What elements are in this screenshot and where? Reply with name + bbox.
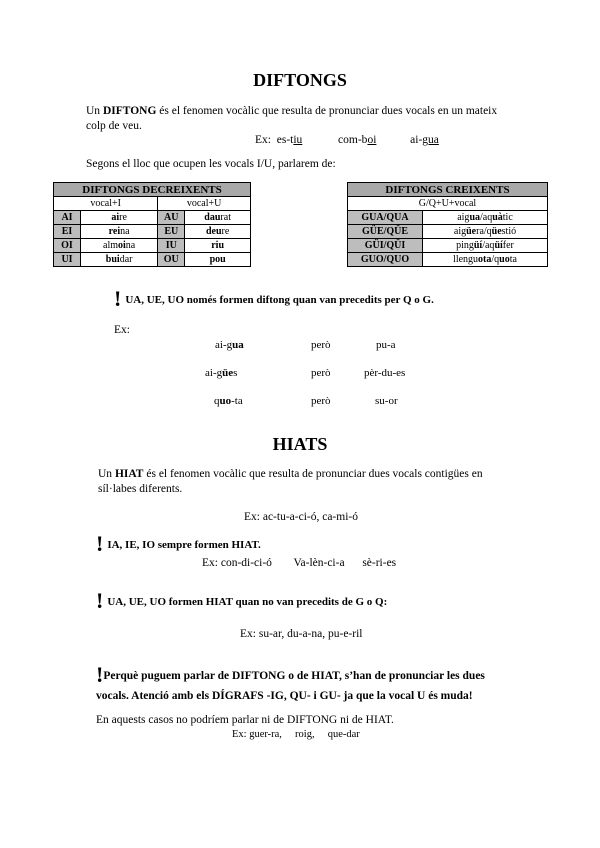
example-word: però <box>311 395 331 407</box>
exclamation-icon: ! <box>96 588 104 613</box>
table-header: DIFTONGS DECREIXENTS <box>54 183 251 197</box>
diftong-definition: Un DIFTONG és el fenomen vocàlic que resulta de pronunciar dues vocals en un mateix colp de veu. <box>86 105 498 132</box>
page-title-diftongs: DIFTONGS <box>253 70 347 90</box>
table-row: OI almoina IU riu <box>54 239 251 253</box>
example-word: su-or <box>375 395 398 407</box>
table-diftongs-decreixents: DIFTONGS DECREIXENTS vocal+I vocal+U AI aire AU daurat EI reina EU deure OI almoina IU riu UI buidar OU pou <box>53 182 251 267</box>
hiat-examples: Ex: ac-tu-a-ci-ó, ca-mi-ó <box>244 511 358 523</box>
table-row: EI reina EU deure <box>54 225 251 239</box>
exclamation-icon: ! <box>96 531 104 556</box>
table-row: GUA/QUA aigua/aquàtic <box>348 211 548 225</box>
notice2-examples: Ex: con-di-ci-ó Va-lèn-ci-a sè-ri-es <box>202 557 397 569</box>
example-word: però <box>311 367 331 379</box>
notice-ua-ue-uo-diftong: ! UA, UE, UO només formen diftong quan van precedits per Q o G. <box>114 286 434 311</box>
table-header: DIFTONGS CREIXENTS <box>348 183 548 197</box>
table-row: GÜE/QÜE aigüera/qüestió <box>348 225 548 239</box>
exclamation-icon: ! <box>114 286 122 311</box>
final-text: En aquests casos no podríem parlar ni de DIFTONG ni de HIAT. <box>96 714 394 726</box>
exclamation-icon: ! <box>96 662 104 687</box>
example-word: pèr-du-es <box>364 367 406 379</box>
example-word: però <box>311 339 331 351</box>
notice-digrafs: !Perquè puguem parlar de DIFTONG o de HIAT, s’han de pronunciar les dues vocals. Atenció amb els DÍGRAFS -IG, QU- i GU- ja que la vocal U és muda! <box>96 662 485 702</box>
notice3-examples: Ex: su-ar, du-a-na, pu-e-ril <box>240 628 363 640</box>
example-word: pu-a <box>376 339 396 351</box>
table-diftongs-creixents: DIFTONGS CREIXENTS G/Q+U+vocal GUA/QUA aigua/aquàtic GÜE/QÜE aigüera/qüestió GÜI/QÜI pingüí/aqüífer GUO/QUO llenguota/quota <box>347 182 548 267</box>
table-row: UI buidar OU pou <box>54 253 251 267</box>
notice-ua-ue-uo-hiat: ! UA, UE, UO formen HIAT quan no van precedits de G o Q: <box>96 588 388 613</box>
example-word: quo-ta <box>214 395 243 407</box>
notice-ia-ie-io: ! IA, IE, IO sempre formen HIAT. <box>96 531 261 556</box>
example-word: ai-gües <box>205 367 238 379</box>
examples-label: Ex: <box>114 324 130 336</box>
table-row: AI aire AU daurat <box>54 211 251 225</box>
table-row: GUO/QUO llenguota/quota <box>348 253 548 267</box>
final-examples: Ex: guer-ra, roig, que-dar <box>232 729 360 740</box>
table-row: GÜI/QÜI pingüí/aqüífer <box>348 239 548 253</box>
diftong-term: DIFTONG <box>102 105 157 117</box>
page-title-hiats: HIATS <box>272 434 328 454</box>
hiat-definition: Un HIAT és el fenomen vocàlic que resulta de pronunciar dues vocals contigües en síl·labes diferents. <box>98 468 483 495</box>
segons-text: Segons el lloc que ocupen les vocals I/U, parlarem de: <box>86 158 336 170</box>
diftong-examples: Ex: es-tiu com-boi ai-gua <box>255 134 439 146</box>
example-word: ai-gua <box>215 339 244 351</box>
